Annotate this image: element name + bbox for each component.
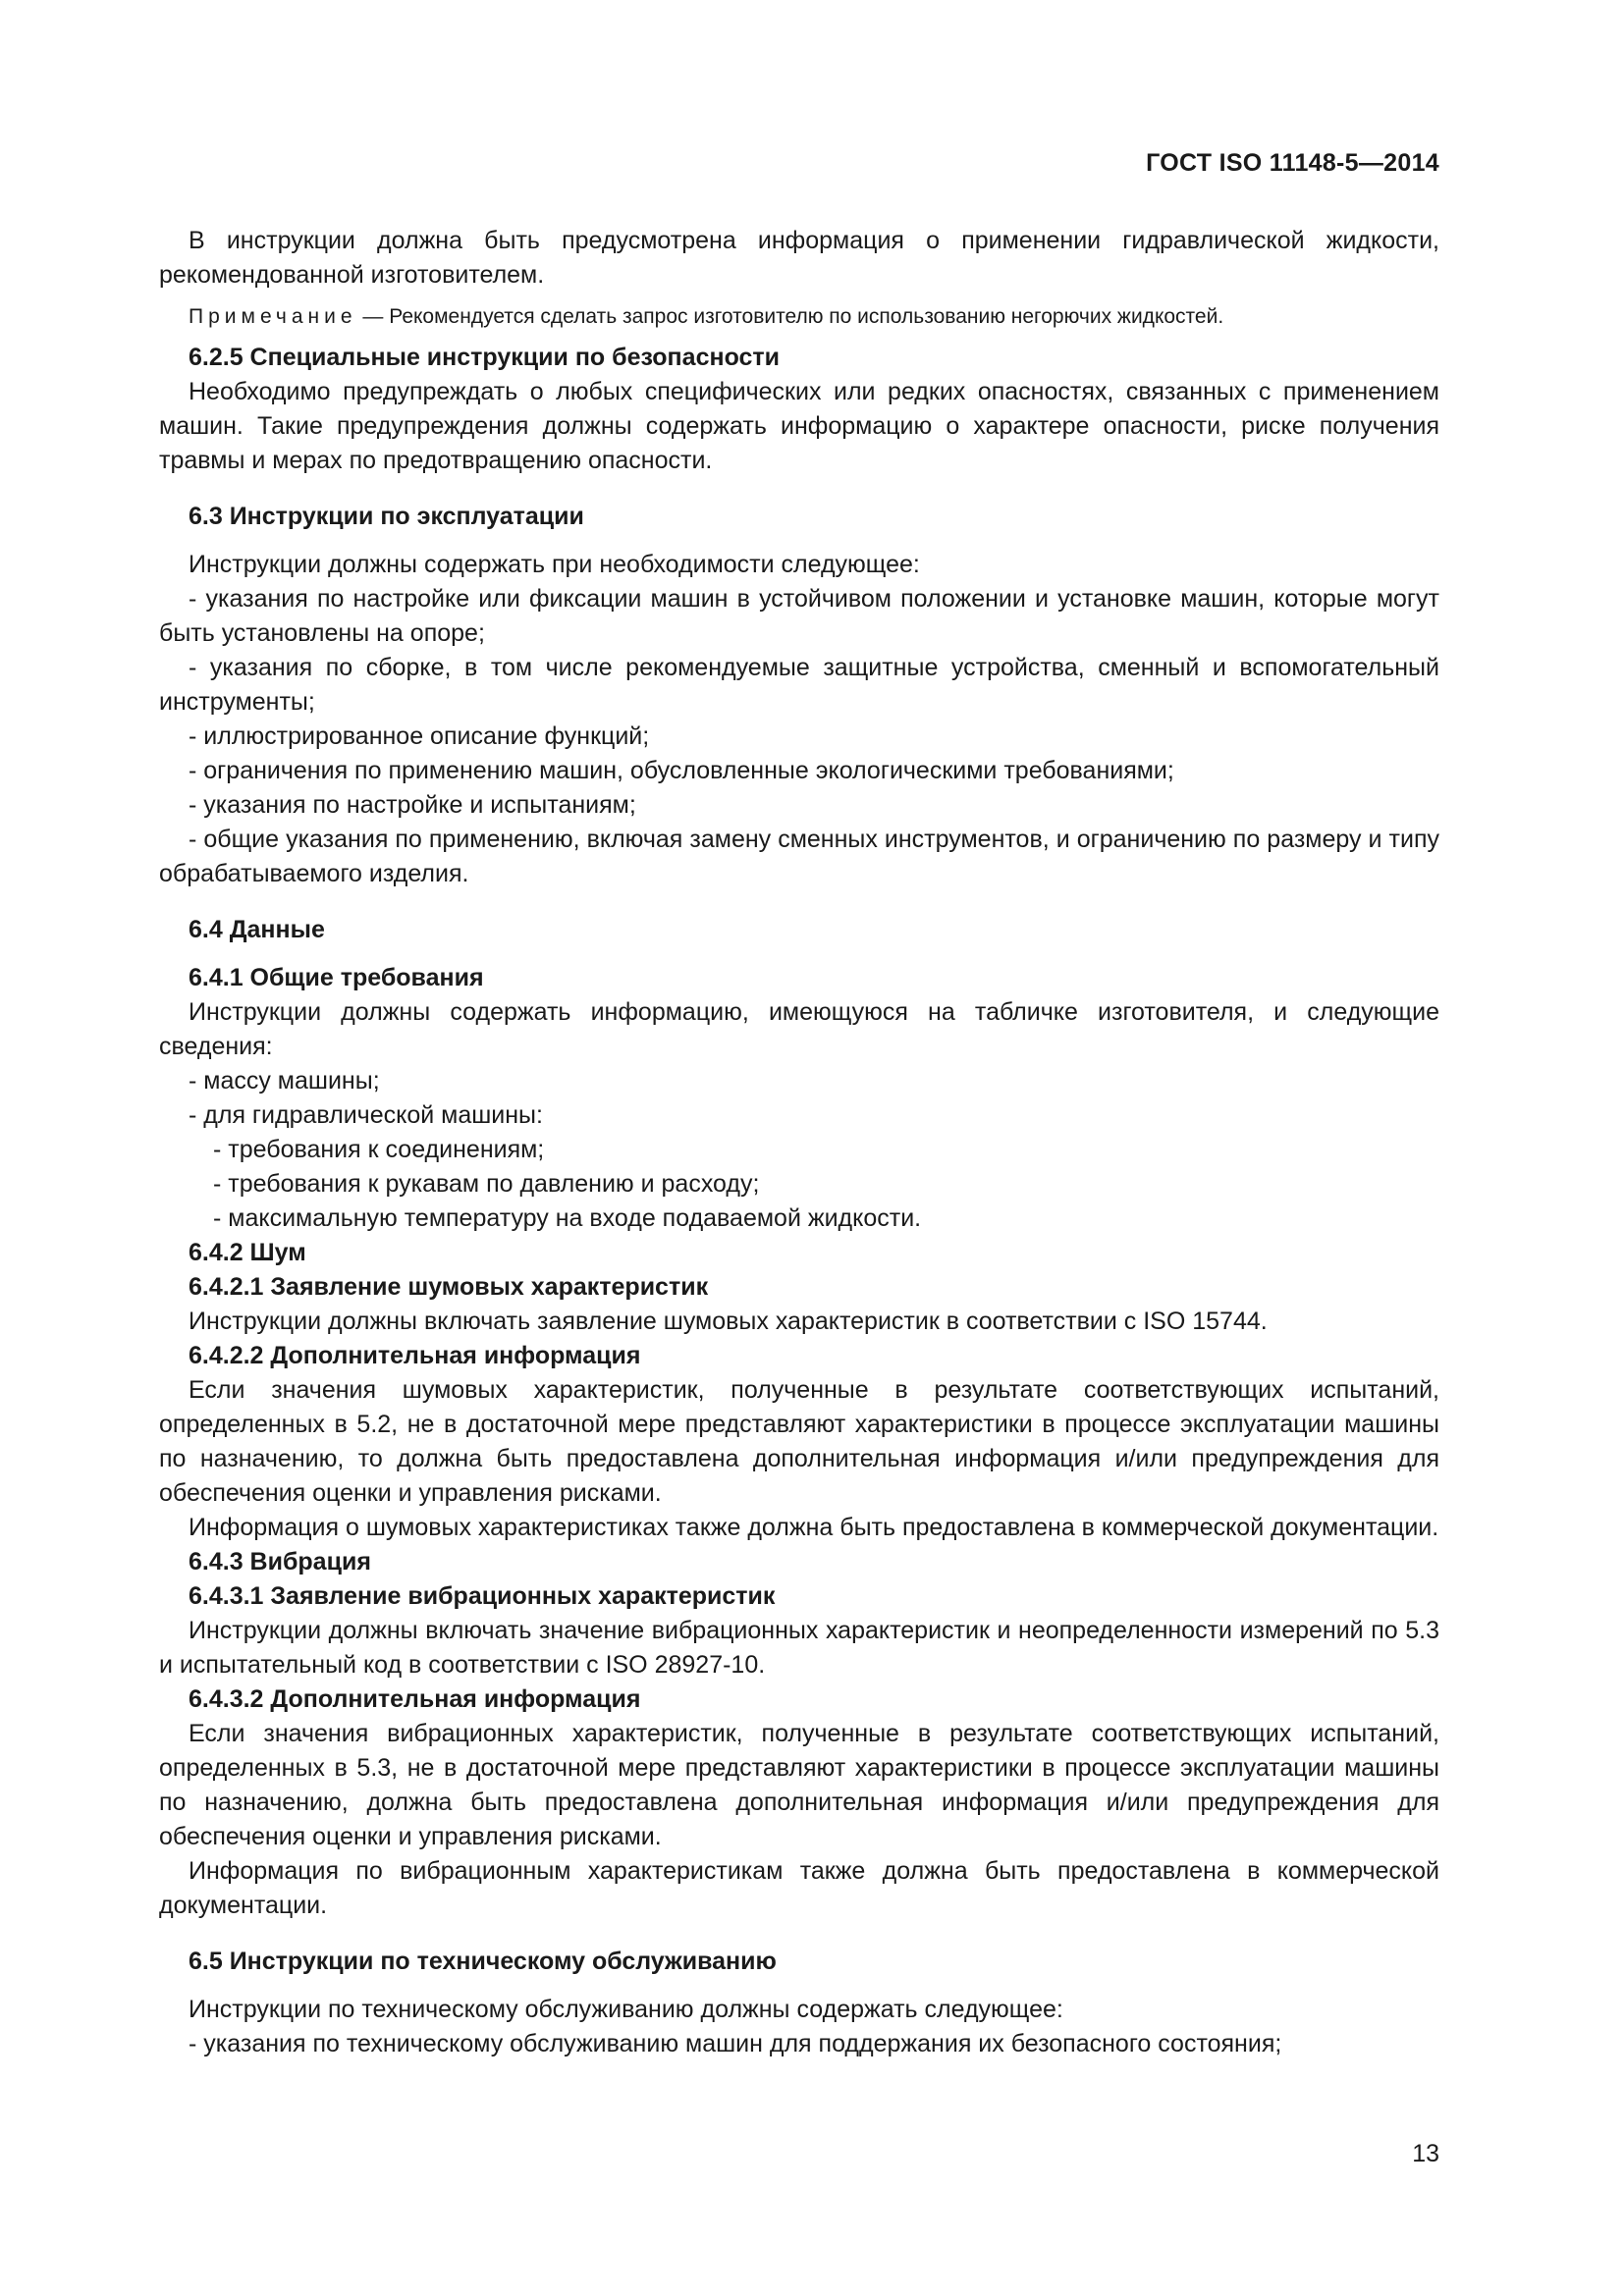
heading-6-4-1: 6.4.1 Общие требования	[189, 964, 484, 991]
paragraph-6-3: Инструкции должны содержать при необходимости следующее:	[189, 551, 920, 578]
list-item: - указания по настройке и испытаниям;	[189, 791, 636, 819]
paragraph-6-2-5: Необходимо предупреждать о любых специфических или редких опасностях, связанных с применением машин. Такие предупреждения должны содержать информацию о характере опасности, риске получения травмы и мерах по предотвращению опасности.	[159, 378, 1439, 474]
list-item: - для гидравлической машины:	[189, 1101, 543, 1129]
list-item: - указания по техническому обслуживанию машин для поддержания их безопасного состояния;	[189, 2030, 1282, 2057]
heading-6-4-3: 6.4.3 Вибрация	[189, 1548, 371, 1575]
heading-6-2-5: 6.2.5 Специальные инструкции по безопасности	[189, 344, 781, 371]
list-subitem: - максимальную температуру на входе подаваемой жидкости.	[213, 1204, 922, 1232]
page-number: 13	[1412, 2140, 1439, 2167]
heading-6-4-3-1: 6.4.3.1 Заявление вибрационных характеристик	[189, 1582, 776, 1610]
heading-6-4-3-2: 6.4.3.2 Дополнительная информация	[189, 1685, 641, 1713]
paragraph-6-4-3-2-b: Информация по вибрационным характеристикам также должна быть предоставлена в коммерческой документации.	[159, 1857, 1439, 1919]
heading-6-4: 6.4 Данные	[189, 916, 325, 943]
list-item: - указания по настройке или фиксации машин в устойчивом положении и установке машин, которые могут быть установлены на опоре;	[159, 585, 1439, 647]
list-item: - массу машины;	[189, 1067, 380, 1095]
paragraph-6-4-2-2-b: Информация о шумовых характеристиках также должна быть предоставлена в коммерческой документации.	[189, 1514, 1439, 1541]
heading-6-4-2: 6.4.2 Шум	[189, 1239, 306, 1266]
list-subitem: - требования к рукавам по давлению и расходу;	[213, 1170, 760, 1198]
heading-6-3: 6.3 Инструкции по эксплуатации	[189, 503, 584, 530]
paragraph-6-4-2-2-a: Если значения шумовых характеристик, полученные в результате соответствующих испытаний, определенных в 5.2, не в достаточной мере представляют характеристики в процессе эксплуатации машины по назначению, то должна быть предоставлена дополнительная информация и/или предупреждения для обеспечения оценки и управления рисками.	[159, 1376, 1439, 1507]
document-body	[159, 224, 1439, 2061]
heading-6-5: 6.5 Инструкции по техническому обслуживанию	[189, 1948, 777, 1975]
paragraph-6-4-3-1: Инструкции должны включать значение вибрационных характеристик и неопределенности измерений по 5.3 и испытательный код в соответствии с ISO 28927-10.	[159, 1617, 1439, 1679]
paragraph-6-4-2-1: Инструкции должны включать заявление шумовых характеристик в соответствии с ISO 15744.	[189, 1308, 1268, 1335]
document-standard-id: ГОСТ ISO 11148-5—2014	[1146, 149, 1439, 177]
list-item: - ограничения по применению машин, обусловленные экологическими требованиями;	[189, 757, 1174, 784]
list-item: - иллюстрированное описание функций;	[189, 722, 650, 750]
paragraph-hydraulic-fluid: В инструкции должна быть предусмотрена информация о применении гидравлической жидкости, рекомендованной изготовителем.	[159, 227, 1439, 289]
note	[159, 300, 1439, 333]
list-subitem: - требования к соединениям;	[213, 1136, 545, 1163]
heading-6-4-2-2: 6.4.2.2 Дополнительная информация	[189, 1342, 641, 1369]
heading-6-4-2-1: 6.4.2.1 Заявление шумовых характеристик	[189, 1273, 709, 1301]
note-label: Примечание	[189, 305, 357, 328]
paragraph-6-4-1: Инструкции должны содержать информацию, имеющуюся на табличке изготовителя, и следующие сведения:	[159, 998, 1439, 1060]
paragraph-6-5: Инструкции по техническому обслуживанию должны содержать следующее:	[189, 1996, 1063, 2023]
paragraph-6-4-3-2-a: Если значения вибрационных характеристик, полученные в результате соответствующих испытаний, определенных в 5.3, не в достаточной мере представляют характеристики в процессе эксплуатации машины по назначению, должна быть предоставлена дополнительная информация и/или предупреждения для обеспечения оценки и управления рисками.	[159, 1720, 1439, 1850]
note-text: — Рекомендуется сделать запрос изготовителю по использованию негорючих жидкостей.	[356, 305, 1224, 328]
list-item: - общие указания по применению, включая замену сменных инструментов, и ограничению по размеру и типу обрабатываемого изделия.	[159, 826, 1439, 887]
list-item: - указания по сборке, в том числе рекомендуемые защитные устройства, сменный и вспомогательный инструменты;	[159, 654, 1439, 716]
